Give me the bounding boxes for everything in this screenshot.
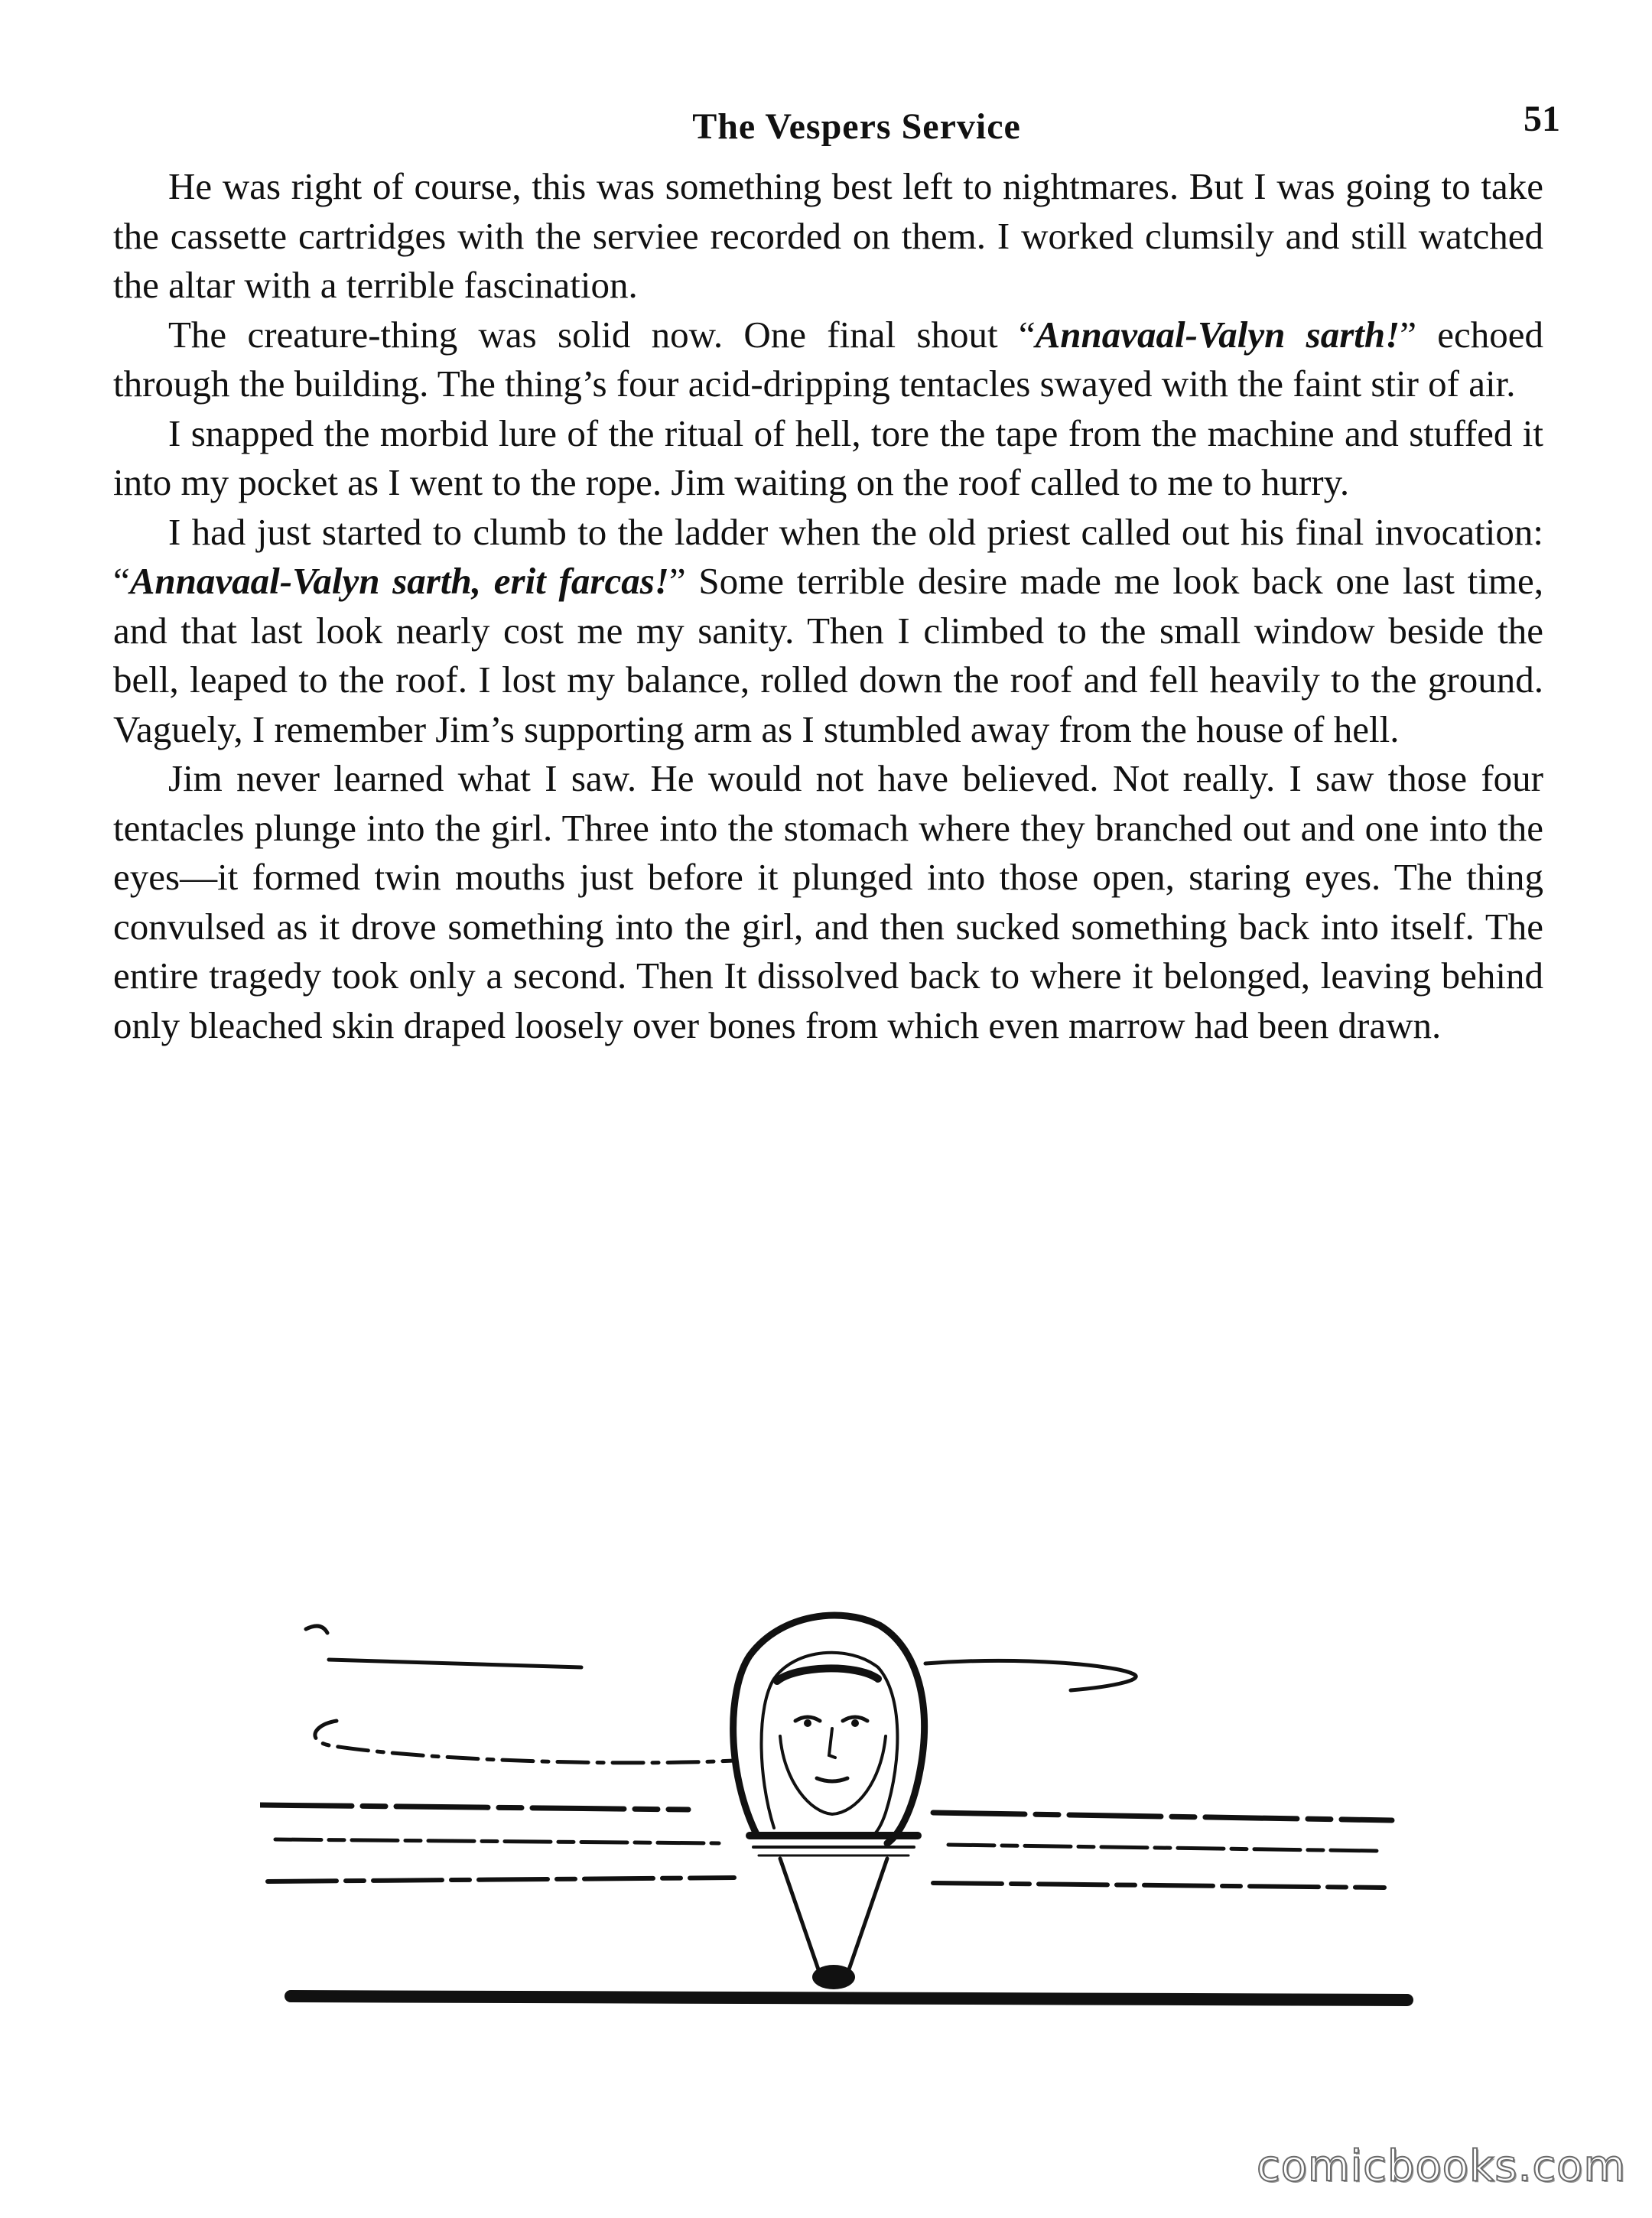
incantation-text: Annavaal-Valyn sarth!	[1035, 313, 1400, 356]
incantation-text: Annavaal-Valyn sarth, erit farcas!	[129, 560, 669, 602]
paragraph-5	[113, 754, 1543, 1050]
paragraph-text: I snapped the morbid lure of the ritual of hell, tore the tape from the machine and stuffed it into my pocket as I went to the rope. Jim waiting on the roof called to me to hurry.	[113, 411, 1543, 503]
paragraph-text: I had just started to clumb to the ladder when the old priest called out his final invocation: “	[113, 510, 1543, 602]
swirl-top	[306, 1626, 1136, 1690]
paragraph-text: ” Some terrible desire made me look back one last time, and that last look nearly cost me my sanity. Then I climbed to the small window beside the bell, leaped to the roof. I lost my balance, rolled down the roof and fell heavily to the ground. Vaguely, I remember Jim’s supporting arm as I stumbled away from the house of hell.	[113, 560, 1543, 750]
paragraph-2	[113, 311, 1543, 409]
watermark-logo: comicbooks.com	[1256, 2142, 1626, 2191]
paragraph-text: ” echoed through the building. The thing’s four acid-dripping tentacles swayed with the faint stir of air.	[113, 313, 1543, 405]
swirl-left	[315, 1721, 734, 1763]
page-number: 51	[1524, 99, 1560, 139]
paragraph-text: He was right of course, this was something best left to nightmares. But I was going to take the cassette cartridges with the serviee recorded on them. I worked clumsily and still watched the altar with a terrible fascination.	[113, 165, 1543, 306]
paragraph-4	[113, 508, 1543, 755]
paragraph-3	[113, 409, 1543, 508]
paragraph-1	[113, 162, 1543, 311]
body-text	[113, 162, 1543, 1050]
hooded-girl-illustration	[260, 1583, 1423, 2019]
streak-2	[275, 1839, 1377, 1851]
face-outline	[780, 1736, 886, 1814]
mouth	[817, 1778, 847, 1781]
ground-bar	[291, 1996, 1407, 2000]
streak-3	[268, 1878, 1384, 1888]
hair-band	[777, 1668, 878, 1681]
neck-cord	[780, 1859, 818, 1969]
nose	[829, 1729, 835, 1758]
paragraph-text: Jim never learned what I saw. He would not have believed. Not really. I saw those four tentacles plunge into the girl. Three into the stomach where they branched out and one into the eyes—it formed twin mouths just before it plunged into those open, staring eyes. The thing convulsed as it drove something into the girl, and then sucked something back into itself. The entire tragedy took only a second. Then It dissolved back to where it belonged, leaving behind only bleached skin draped loosely over bones from which even marrow had been drawn.	[113, 757, 1543, 1046]
paragraph-text: The creature-thing was solid now. One final shout “	[168, 313, 1036, 356]
running-title: The Vespers Service	[692, 106, 1021, 147]
